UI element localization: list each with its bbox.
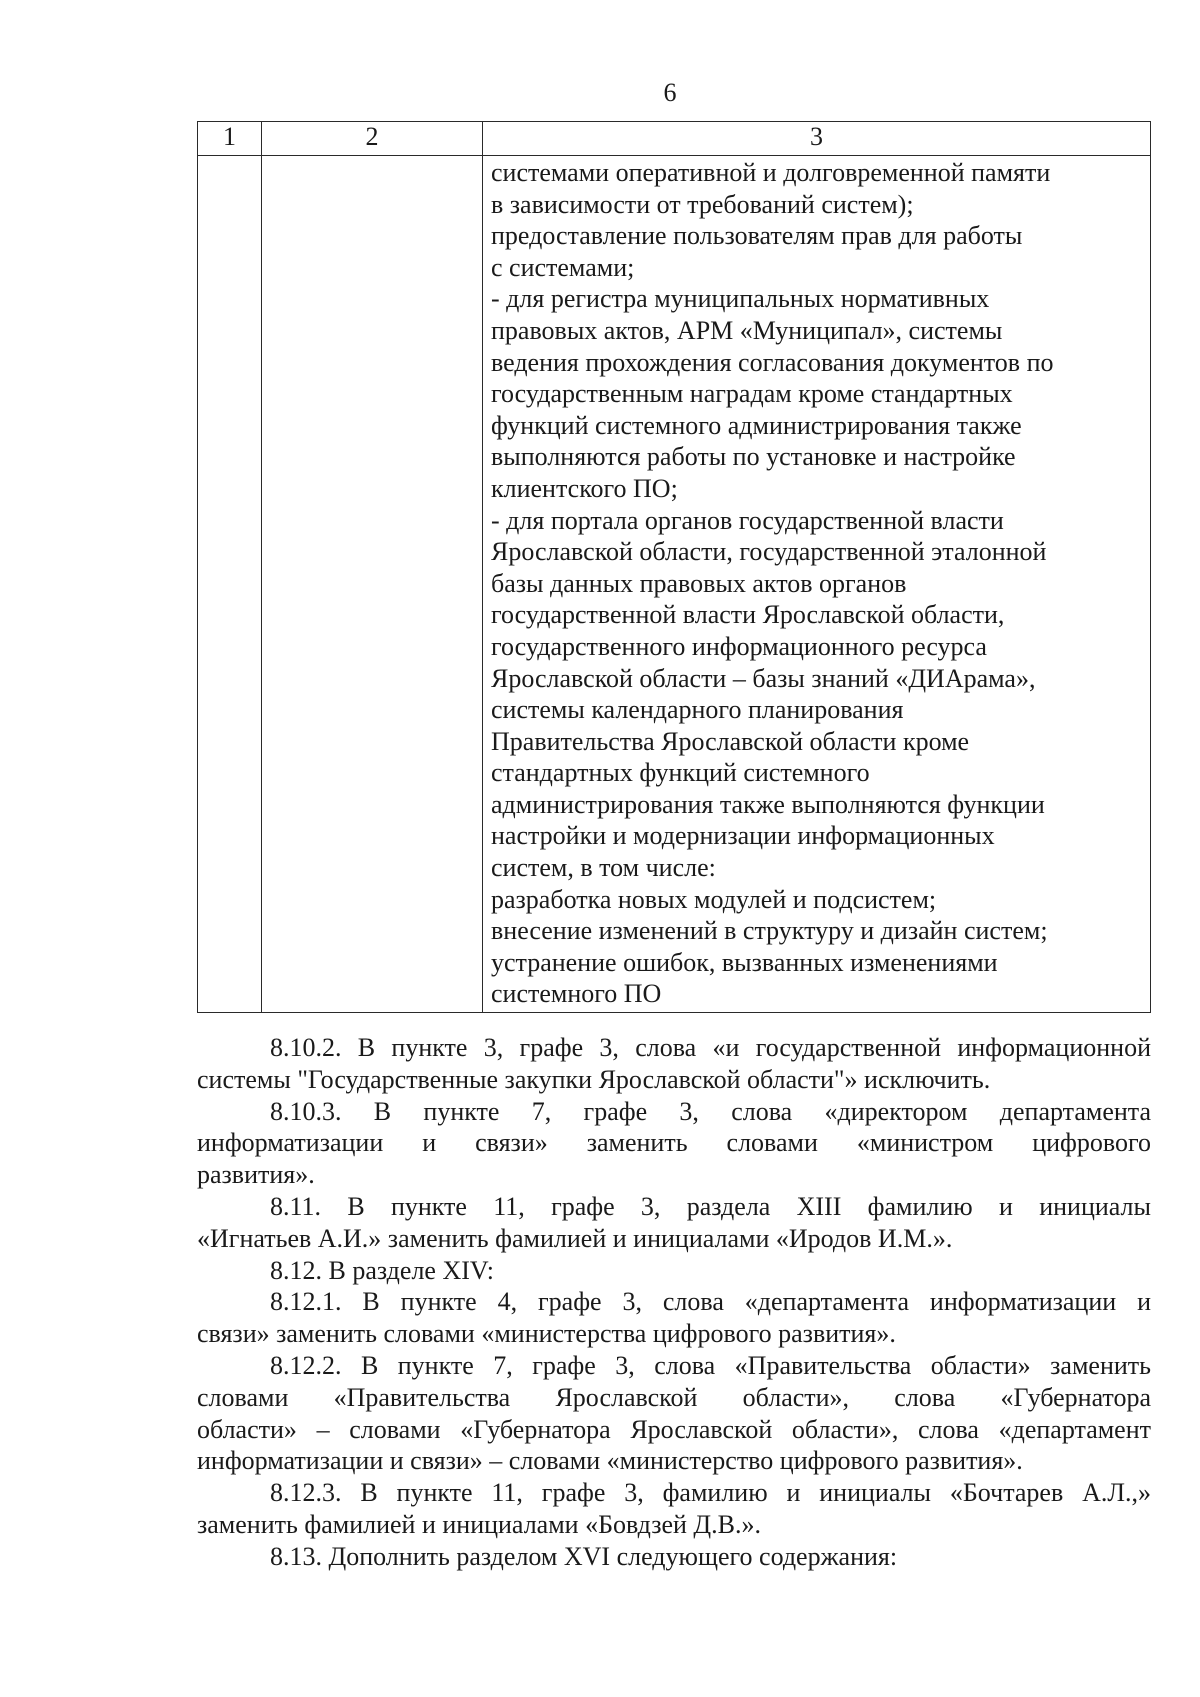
paragraph-line: 8.13. Дополнить разделом XVI следующего содержания: xyxy=(270,1541,898,1571)
table-header-col-1: 1 xyxy=(198,122,262,156)
table-cell-line: Ярославской области – базы знаний «ДИАрама», xyxy=(491,663,1036,693)
paragraph-line: 8.10.2. В пункте 3, графе 3, слова «и государственной информационной xyxy=(270,1033,1151,1062)
table-cell-line: разработка новых модулей и подсистем; xyxy=(491,884,937,914)
table-cell-line: устранение ошибок, вызванных изменениями xyxy=(491,947,998,977)
table-cell-line: ведения прохождения согласования документов по xyxy=(491,347,1054,377)
table-cell-col-2 xyxy=(262,156,483,1013)
paragraph-line: информатизации и связи» – словами «министерство цифрового развития». xyxy=(197,1446,1023,1476)
table-cell-col-1 xyxy=(198,156,262,1013)
table-cell-line: настройки и модернизации информационных xyxy=(491,821,995,851)
table-cell-line: - для регистра муниципальных нормативных xyxy=(491,284,990,314)
paragraph-line: области» – словами «Губернатора Ярославской области», слова «департамент xyxy=(197,1414,1151,1444)
table-cell-line: систем, в том числе: xyxy=(491,853,716,883)
paragraph xyxy=(197,1350,1151,1477)
paragraph-line: «Игнатьев А.И.» заменить фамилией и инициалами «Иродов И.М.». xyxy=(197,1223,953,1253)
table-cell-line: - для портала органов государственной власти xyxy=(491,505,1004,535)
paragraph-line: связи» заменить словами «министерства цифрового развития». xyxy=(197,1319,896,1349)
table-cell-line: клиентского ПО; xyxy=(491,473,678,503)
table-header-col-2: 2 xyxy=(262,122,483,156)
paragraph xyxy=(197,1286,1151,1350)
table-cell-line: администрирования также выполняются функции xyxy=(491,789,1045,819)
paragraph-line: 8.12. В разделе XIV: xyxy=(270,1255,494,1285)
table-cell-line: в зависимости от требований систем); xyxy=(491,189,914,219)
table-cell-line: функций системного администрирования также xyxy=(491,410,1022,440)
paragraph-line: 8.12.2. В пункте 7, графе 3, слова «Правительства области» заменить xyxy=(270,1350,1151,1380)
paragraph-line: информатизации и связи» заменить словами «министром цифрового xyxy=(197,1128,1151,1158)
table-cell-line: государственной власти Ярославской области, xyxy=(491,600,1005,630)
paragraph xyxy=(197,1191,1151,1255)
paragraph-line: развития». xyxy=(197,1160,315,1190)
table-cell-line: выполняются работы по установке и настройке xyxy=(491,442,1016,472)
paragraph-line: 8.12.3. В пункте 11, графе 3, фамилию и инициалы «Бочтарев А.Л.,» xyxy=(270,1478,1151,1508)
table-header-col-3: 3 xyxy=(483,122,1151,156)
paragraph-line: 8.12.1. В пункте 4, графе 3, слова «департамента информатизации и xyxy=(270,1287,1151,1317)
table-cell-col-3 xyxy=(483,156,1151,1013)
paragraph-line: 8.11. В пункте 11, графе 3, раздела XIII фамилию и инициалы xyxy=(270,1191,1151,1221)
table-cell-line: системного ПО xyxy=(491,979,662,1009)
table-row xyxy=(198,156,1151,1013)
paragraph-line: заменить фамилией и инициалами «Бовдзей Д.В.». xyxy=(197,1509,761,1539)
document-body xyxy=(197,1032,1151,1573)
table-cell-line: правовых актов, АРМ «Муниципал», системы xyxy=(491,315,1003,345)
table-cell-line: Ярославской области, государственной эталонной xyxy=(491,537,1047,567)
table-cell-line: стандартных функций системного xyxy=(491,758,870,788)
table-cell-line: государственного информационного ресурса xyxy=(491,631,987,661)
paragraph xyxy=(197,1032,1151,1096)
table-cell-line: с системами; xyxy=(491,252,635,282)
paragraph-line: 8.10.3. В пункте 7, графе 3, слова «директором департамента xyxy=(270,1096,1151,1126)
paragraph xyxy=(197,1541,1151,1573)
paragraph-line: системы "Государственные закупки Ярославской области"» исключить. xyxy=(197,1064,991,1094)
table-cell-line: предоставление пользователям прав для работы xyxy=(491,221,1023,251)
paragraph xyxy=(197,1096,1151,1191)
table-cell-line: государственным наградам кроме стандартных xyxy=(491,379,1013,409)
table-cell-line: системы календарного планирования xyxy=(491,695,904,725)
table-cell-line: базы данных правовых актов органов xyxy=(491,568,907,598)
document-table xyxy=(197,121,1151,1013)
paragraph-line: словами «Правительства Ярославской области», слова «Губернатора xyxy=(197,1382,1151,1412)
table-cell-line: внесение изменений в структуру и дизайн систем; xyxy=(491,916,1048,946)
paragraph xyxy=(197,1477,1151,1541)
table-cell-line: Правительства Ярославской области кроме xyxy=(491,726,970,756)
table-header-row xyxy=(198,122,1151,156)
paragraph xyxy=(197,1255,1151,1287)
table-cell-line: системами оперативной и долговременной памяти xyxy=(491,158,1051,187)
page-number: 6 xyxy=(663,78,677,107)
table-cell-text xyxy=(483,156,1150,1012)
